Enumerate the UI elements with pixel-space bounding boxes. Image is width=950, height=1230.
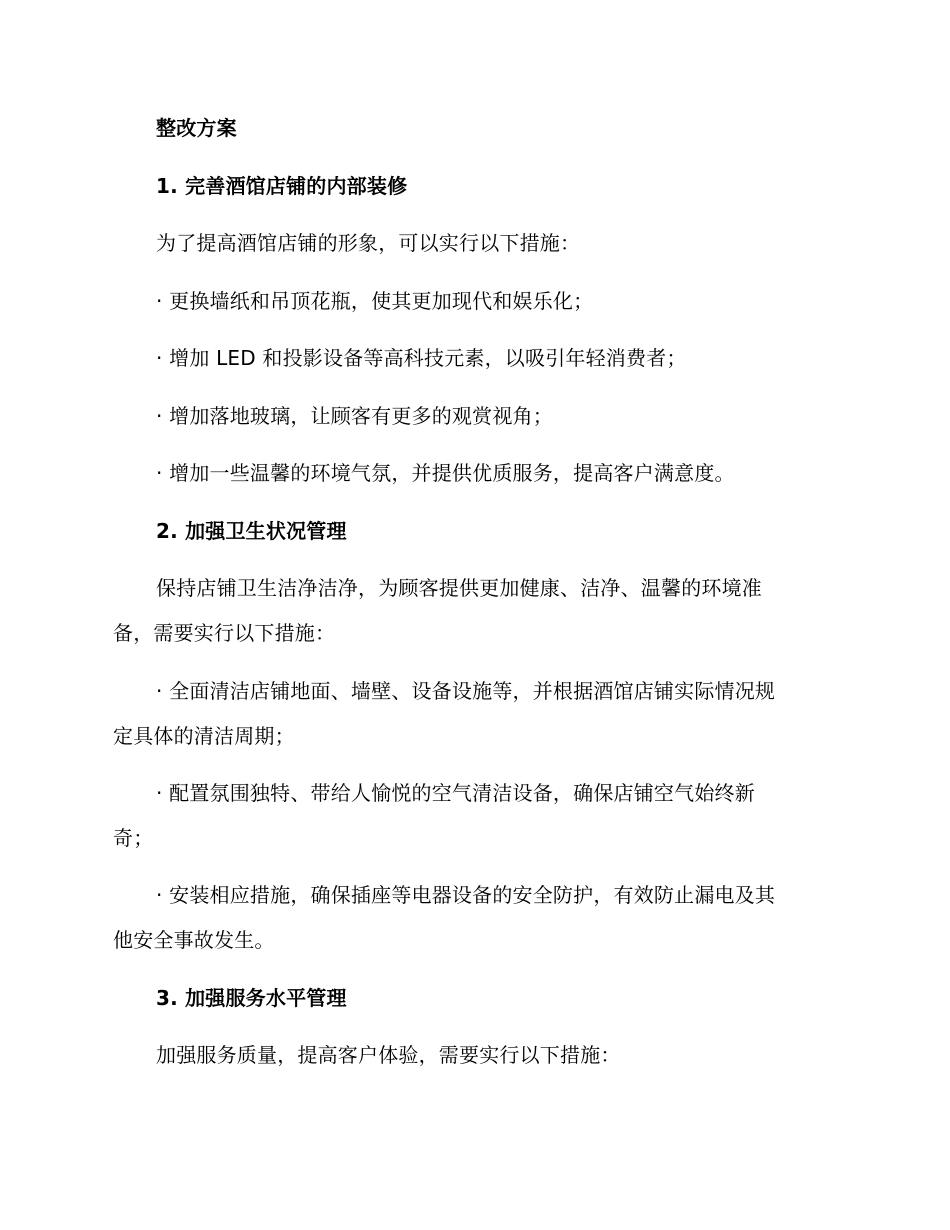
section-2-intro-line-1: 保持店铺卫生洁净洁净，为顾客提供更加健康、洁净、温馨的环境准	[156, 576, 762, 600]
section-2-intro-line-2: 备，需要实行以下措施：	[113, 621, 336, 645]
document-title: 整改方案	[156, 116, 237, 140]
section-2-bullet-1-line-1: · 全面清洁店铺地面、墙壁、设备设施等，并根据酒馆店铺实际情况规	[156, 679, 776, 703]
section-2-bullet-3-line-1: · 安装相应措施，确保插座等电器设备的安全防护，有效防止漏电及其	[156, 883, 776, 907]
section-1-bullet-4: · 增加一些温馨的环境气氛，并提供优质服务，提高客户满意度。	[156, 461, 735, 485]
section-2-bullet-1-line-2: 定具体的清洁周期；	[113, 724, 295, 748]
section-2-bullet-3-line-2: 他安全事故发生。	[113, 928, 275, 952]
section-2-heading: 2. 加强卫生状况管理	[156, 519, 347, 543]
section-3-intro: 加强服务质量，提高客户体验，需要实行以下措施：	[156, 1043, 621, 1067]
section-2-bullet-2-line-2: 奇；	[113, 826, 154, 850]
section-1-bullet-2: · 增加 LED 和投影设备等高科技元素，以吸引年轻消费者；	[156, 346, 687, 370]
section-1-bullet-1: · 更换墙纸和吊顶花瓶，使其更加现代和娱乐化；	[156, 289, 594, 313]
section-2-bullet-2-line-1: · 配置氛围独特、带给人愉悦的空气清洁设备，确保店铺空气始终新	[156, 781, 755, 805]
section-1-bullet-3: · 增加落地玻璃，让顾客有更多的观赏视角；	[156, 404, 553, 428]
section-1-heading: 1. 完善酒馆店铺的内部装修	[156, 174, 408, 198]
section-1-intro: 为了提高酒馆店铺的形象，可以实行以下措施：	[156, 231, 581, 255]
section-3-heading: 3. 加强服务水平管理	[156, 986, 347, 1010]
